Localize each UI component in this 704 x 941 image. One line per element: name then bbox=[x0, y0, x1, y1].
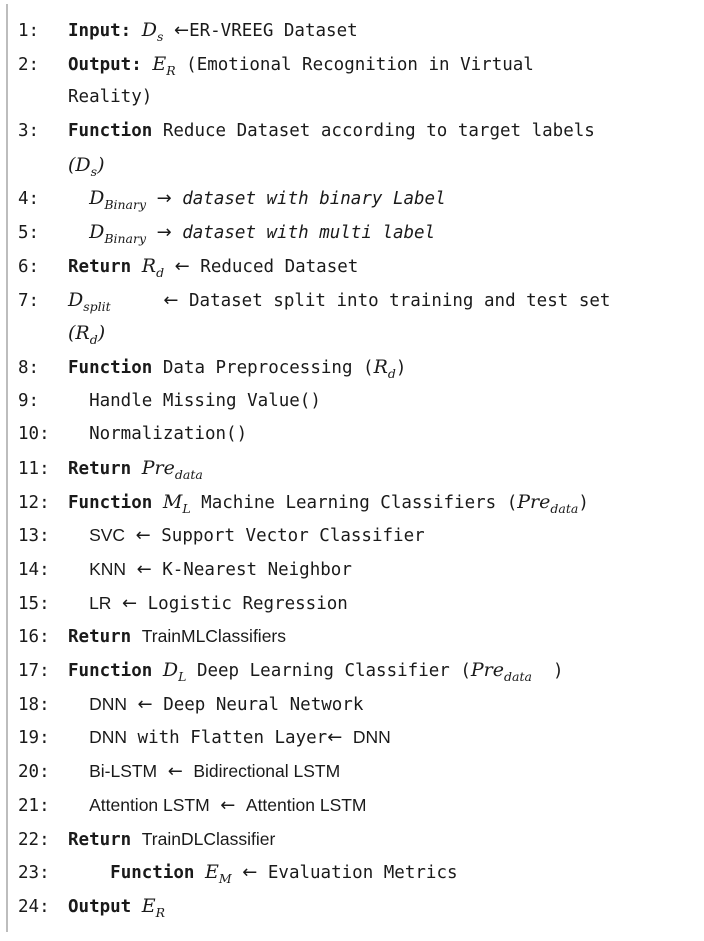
math-sub: data bbox=[504, 669, 532, 685]
line-text: Data Preprocessing ( bbox=[162, 357, 374, 378]
line-text: TrainDLClassifier bbox=[141, 828, 276, 849]
line-number: 6: bbox=[18, 256, 40, 277]
keyword: Output bbox=[68, 896, 132, 917]
math-var: D bbox=[141, 19, 157, 41]
arrow-left: ← bbox=[174, 255, 190, 277]
abbr: DNN bbox=[89, 693, 127, 714]
line-number: 10: bbox=[18, 424, 50, 445]
math-sub: R bbox=[155, 904, 166, 920]
line-text: Attention LSTM bbox=[245, 794, 367, 815]
algorithm-listing bbox=[18, 14, 698, 924]
line-text: dataset with multi label bbox=[182, 223, 436, 244]
line-2-continuation bbox=[18, 81, 698, 115]
keyword: Function bbox=[110, 863, 195, 884]
math-sub: Binary bbox=[104, 197, 147, 213]
math-var: E bbox=[152, 52, 167, 75]
line-text: Deep Learning Classifier ( bbox=[196, 661, 471, 682]
arrow-left: ← bbox=[167, 761, 183, 783]
abbr: DNN bbox=[89, 727, 127, 748]
line-text: Handle Missing Value() bbox=[89, 390, 321, 411]
line-4 bbox=[18, 182, 698, 216]
line-number: 17: bbox=[18, 661, 50, 682]
line-number: 7: bbox=[18, 290, 40, 311]
arrow-right: → bbox=[156, 188, 172, 210]
line-21 bbox=[18, 789, 698, 823]
line-number: 12: bbox=[18, 492, 50, 513]
line-9 bbox=[18, 385, 698, 419]
line-number: 3: bbox=[18, 121, 40, 142]
line-number: 19: bbox=[18, 728, 50, 749]
math-sub: split bbox=[83, 298, 111, 314]
math-var: D bbox=[162, 659, 179, 682]
math-sub: Binary bbox=[104, 231, 147, 247]
arrow-left: ← bbox=[163, 289, 179, 311]
math-sub: data bbox=[174, 466, 203, 482]
line-number: 9: bbox=[18, 390, 40, 411]
line-7-continuation bbox=[18, 317, 698, 351]
math-sub: R bbox=[166, 62, 176, 78]
math-sub: L bbox=[178, 669, 187, 685]
line-18 bbox=[18, 688, 698, 722]
line-text: Deep Neural Network bbox=[163, 694, 364, 715]
line-number: 16: bbox=[18, 627, 50, 648]
math-sub: d bbox=[89, 332, 98, 348]
math-sub: M bbox=[218, 871, 232, 887]
line-number: 21: bbox=[18, 795, 50, 816]
abbr: KNN bbox=[89, 559, 127, 579]
line-15 bbox=[18, 587, 698, 621]
line-text: with Flatten Layer bbox=[137, 728, 328, 749]
line-text: Support Vector Classifier bbox=[161, 526, 425, 547]
line-number: 13: bbox=[18, 526, 50, 547]
math-sub: d bbox=[387, 365, 396, 381]
line-number: 11: bbox=[18, 458, 50, 479]
math-var: R bbox=[75, 322, 90, 345]
math-var: R bbox=[141, 254, 157, 277]
left-border-rule bbox=[6, 4, 8, 932]
paren: ) bbox=[553, 661, 564, 682]
abbr: SVC bbox=[89, 525, 126, 546]
line-7 bbox=[18, 284, 698, 318]
keyword: Function bbox=[68, 357, 153, 378]
line-number: 22: bbox=[18, 829, 50, 850]
keyword: Input: bbox=[68, 21, 132, 41]
keyword: Output: bbox=[68, 54, 142, 75]
line-24 bbox=[18, 890, 698, 924]
math-var: D bbox=[68, 288, 84, 311]
abbr: LR bbox=[89, 592, 112, 613]
paren: ( bbox=[68, 322, 76, 345]
math-var: Pre bbox=[517, 490, 551, 513]
math-var: Pre bbox=[470, 659, 504, 682]
arrow-left: ← bbox=[173, 20, 190, 41]
line-number: 5: bbox=[18, 223, 40, 244]
keyword: Return bbox=[68, 256, 132, 277]
line-20 bbox=[18, 755, 698, 789]
keyword: Return bbox=[68, 829, 132, 850]
math-sub: s bbox=[157, 29, 164, 44]
line-11 bbox=[18, 452, 698, 486]
line-number: 15: bbox=[18, 593, 50, 614]
arrow-left: ← bbox=[242, 862, 258, 884]
math-var: D bbox=[75, 153, 91, 176]
line-text: Reduced Dataset bbox=[200, 256, 359, 277]
paren: ) bbox=[395, 357, 407, 378]
line-number: 20: bbox=[18, 762, 50, 783]
line-16 bbox=[18, 620, 698, 654]
keyword: Function bbox=[68, 661, 153, 682]
math-var: D bbox=[89, 187, 105, 210]
line-number: 1: bbox=[18, 21, 40, 41]
line-text: Reduce Dataset according to target labels bbox=[162, 121, 595, 142]
math-var: R bbox=[373, 355, 388, 378]
line-text: Bi-LSTM bbox=[89, 761, 158, 782]
line-3 bbox=[18, 115, 698, 149]
math-var: M bbox=[162, 490, 183, 513]
math-var: D bbox=[89, 221, 105, 244]
math-var: E bbox=[141, 894, 156, 917]
line-text: TrainMLClassifiers bbox=[141, 626, 287, 647]
line-1 bbox=[18, 14, 698, 48]
arrow-left: ← bbox=[327, 727, 343, 749]
arrow-right: → bbox=[156, 222, 172, 244]
line-text: Reality) bbox=[68, 87, 153, 108]
arrow-left: ← bbox=[137, 693, 153, 715]
line-text: (Emotional Recognition in Virtual bbox=[186, 54, 534, 75]
line-22 bbox=[18, 823, 698, 857]
line-19 bbox=[18, 721, 698, 755]
keyword: Function bbox=[68, 121, 153, 142]
line-5 bbox=[18, 216, 698, 250]
line-12 bbox=[18, 486, 698, 520]
math-var: Pre bbox=[141, 456, 175, 479]
line-number: 8: bbox=[18, 357, 40, 378]
paren: ) bbox=[578, 492, 589, 513]
line-text: Bidirectional LSTM bbox=[193, 761, 341, 782]
line-13 bbox=[18, 519, 698, 553]
arrow-left: ← bbox=[136, 559, 152, 580]
line-text: Machine Learning Classifiers ( bbox=[201, 492, 518, 513]
line-text: Dataset split into training and test set bbox=[189, 290, 611, 311]
keyword: Return bbox=[68, 627, 132, 648]
line-number: 2: bbox=[18, 54, 40, 75]
keyword: Function bbox=[68, 492, 153, 513]
arrow-left: ← bbox=[220, 794, 236, 816]
arrow-left: ← bbox=[135, 525, 151, 547]
line-number: 24: bbox=[18, 896, 50, 917]
line-text: ER-VREEG Dataset bbox=[189, 21, 358, 41]
line-6 bbox=[18, 250, 698, 284]
line-17 bbox=[18, 654, 698, 688]
line-2 bbox=[18, 48, 698, 82]
abbr: DNN bbox=[352, 727, 391, 748]
math-sub: L bbox=[182, 500, 191, 516]
math-sub: data bbox=[550, 500, 579, 516]
line-10 bbox=[18, 418, 698, 452]
math-sub: d bbox=[156, 264, 165, 280]
paren: ) bbox=[97, 322, 106, 345]
line-number: 23: bbox=[18, 863, 50, 884]
line-text: K-Nearest Neighbor bbox=[162, 560, 352, 580]
line-text: Logistic Regression bbox=[147, 593, 348, 614]
paren: ) bbox=[97, 153, 105, 176]
line-14 bbox=[18, 553, 698, 587]
line-text: Normalization() bbox=[89, 424, 248, 445]
math-sub: s bbox=[90, 163, 98, 179]
line-23 bbox=[18, 856, 698, 890]
line-8 bbox=[18, 351, 698, 385]
line-number: 4: bbox=[18, 189, 40, 210]
line-text: dataset with binary Label bbox=[182, 189, 446, 210]
line-3-continuation bbox=[18, 149, 698, 183]
line-number: 14: bbox=[18, 560, 50, 580]
math-var: E bbox=[205, 861, 219, 884]
line-text: Attention LSTM bbox=[89, 794, 210, 815]
keyword: Return bbox=[68, 458, 132, 479]
paren: ( bbox=[68, 153, 76, 176]
line-number: 18: bbox=[18, 694, 50, 715]
line-text: Evaluation Metrics bbox=[267, 863, 458, 884]
arrow-left: ← bbox=[122, 592, 138, 614]
